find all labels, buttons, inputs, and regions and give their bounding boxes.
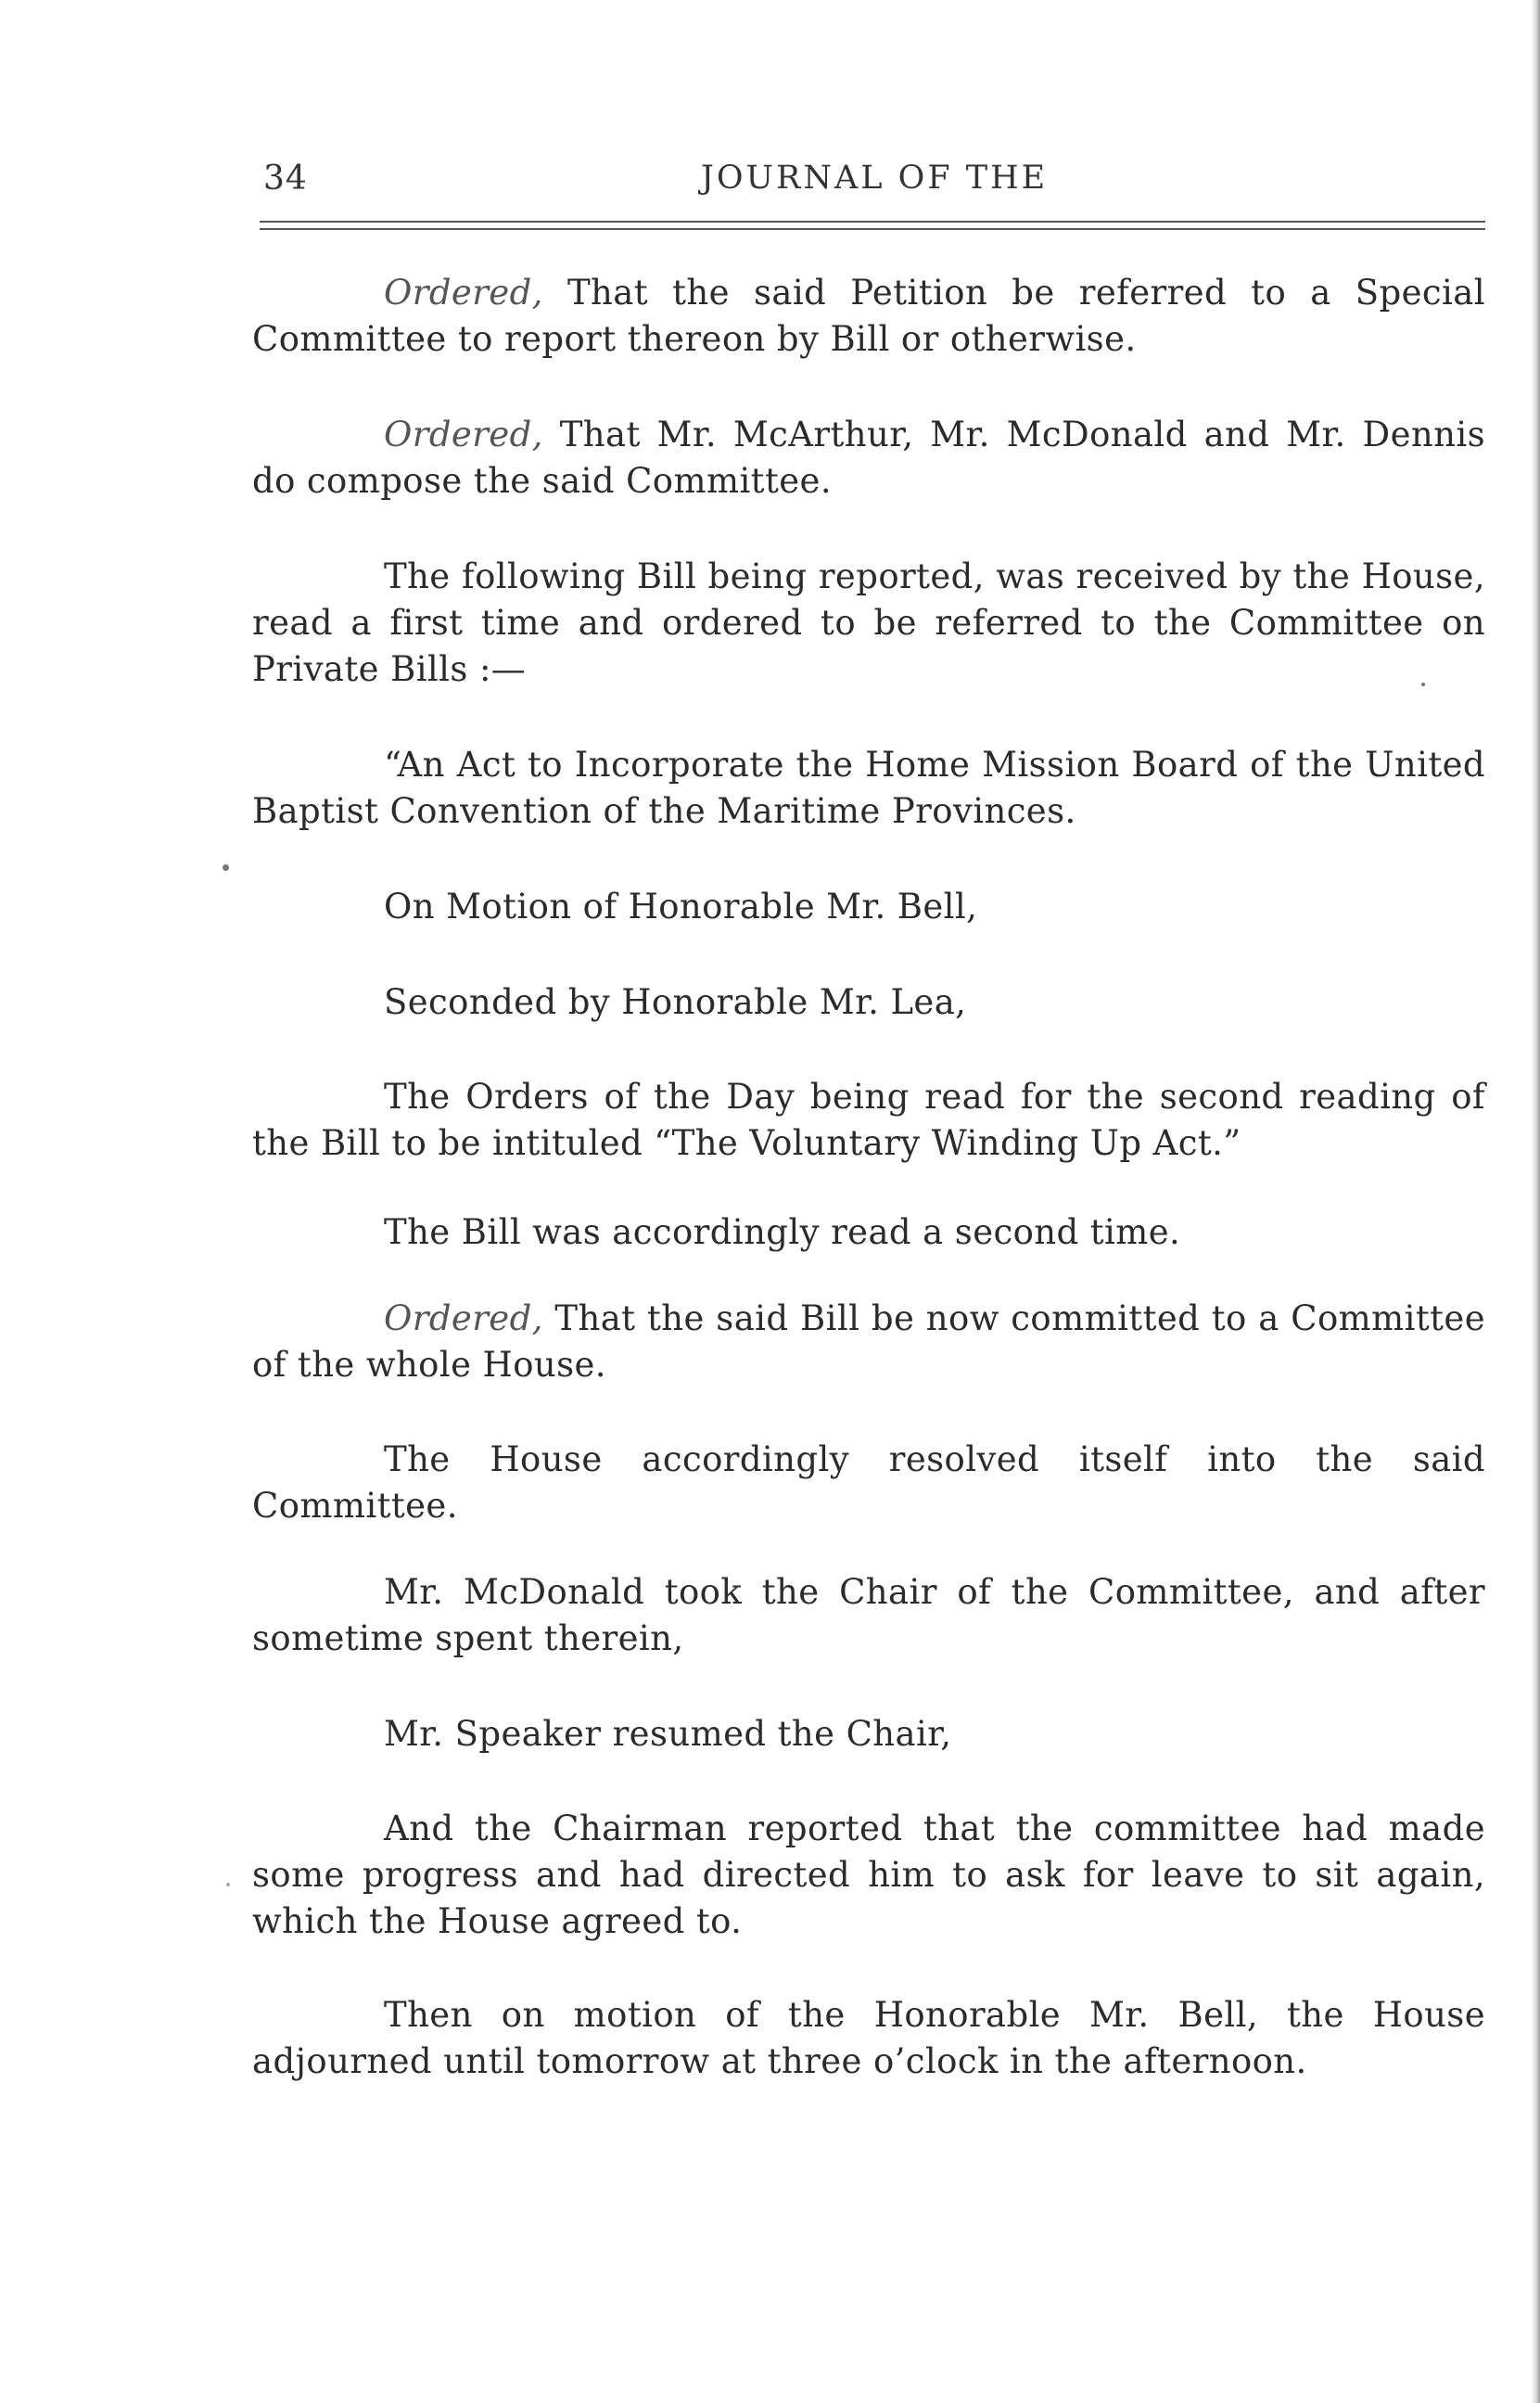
paragraph-text: And the Chairman reported that the committee had made some progress and had directed him to ask for leave to sit again, which the House agreed to. — [252, 1809, 1485, 1941]
paragraph-bill-reported — [252, 554, 1485, 693]
running-head: JOURNAL OF THE — [700, 160, 1049, 197]
paragraph-act-title — [252, 742, 1485, 835]
paragraph-ordered-compose — [252, 412, 1485, 505]
paragraph-text: Mr. Speaker resumed the Chair, — [384, 1714, 952, 1754]
header-rule-top — [260, 221, 1485, 223]
paragraph-text: Mr. McDonald took the Chair of the Committee, and after sometime spent therein, — [252, 1572, 1485, 1658]
ink-speck — [226, 1883, 230, 1886]
ordered-lead: Ordered, — [384, 1298, 543, 1338]
paragraph-text: “An Act to Incorporate the Home Mission Board of the United Baptist Convention of the Maritime Provinces. — [252, 745, 1485, 831]
paragraph-speaker-resumed — [252, 1711, 1485, 1758]
paragraph-text: That the said Bill be now committed to a Committee of the whole House. — [252, 1298, 1485, 1385]
paragraph-chair-taken — [252, 1569, 1485, 1662]
ordered-lead: Ordered, — [384, 273, 543, 313]
header-rule-bottom — [260, 228, 1485, 230]
paragraph-text: On Motion of Honorable Mr. Bell, — [384, 887, 978, 927]
paragraph-adjourned — [252, 1992, 1485, 2085]
paragraph-text: The Orders of the Day being read for the second reading of the Bill to be intituled “The Voluntary Winding Up Act.” — [252, 1077, 1485, 1163]
paragraph-orders-of-day — [252, 1074, 1485, 1167]
paragraph-seconded — [252, 979, 1485, 1026]
paragraph-chairman-reported — [252, 1806, 1485, 1945]
paragraph-text: Seconded by Honorable Mr. Lea, — [384, 982, 967, 1022]
ordered-lead: Ordered, — [384, 415, 543, 454]
ink-speck — [223, 864, 229, 871]
paragraph-text: The Bill was accordingly read a second time. — [384, 1212, 1181, 1252]
paragraph-ordered-committed — [252, 1296, 1485, 1388]
paragraph-text: Then on motion of the Honorable Mr. Bell, the House adjourned until tomorrow at three o’clock in the afternoon. — [252, 1995, 1485, 2081]
paragraph-ordered-special-committee — [252, 270, 1485, 363]
paragraph-resolved — [252, 1437, 1485, 1529]
page-edge-shadow — [1531, 0, 1540, 2403]
paragraph-text: The House accordingly resolved itself into the said Committee. — [252, 1439, 1485, 1526]
paragraph-text: The following Bill being reported, was received by the House, read a first time and ordered to be referred to the Committee on Private Bills :— — [252, 556, 1485, 689]
page-number: 34 — [263, 160, 308, 198]
paragraph-motion — [252, 884, 1485, 930]
paragraph-text: That the said Petition be referred to a Special Committee to report thereon by Bill or otherwise. — [252, 273, 1485, 359]
ink-speck — [1421, 683, 1425, 686]
page-header — [263, 160, 1485, 206]
paragraph-second-reading — [252, 1209, 1485, 1256]
paragraph-text: That Mr. McArthur, Mr. McDonald and Mr. Dennis do compose the said Committee. — [252, 415, 1485, 501]
